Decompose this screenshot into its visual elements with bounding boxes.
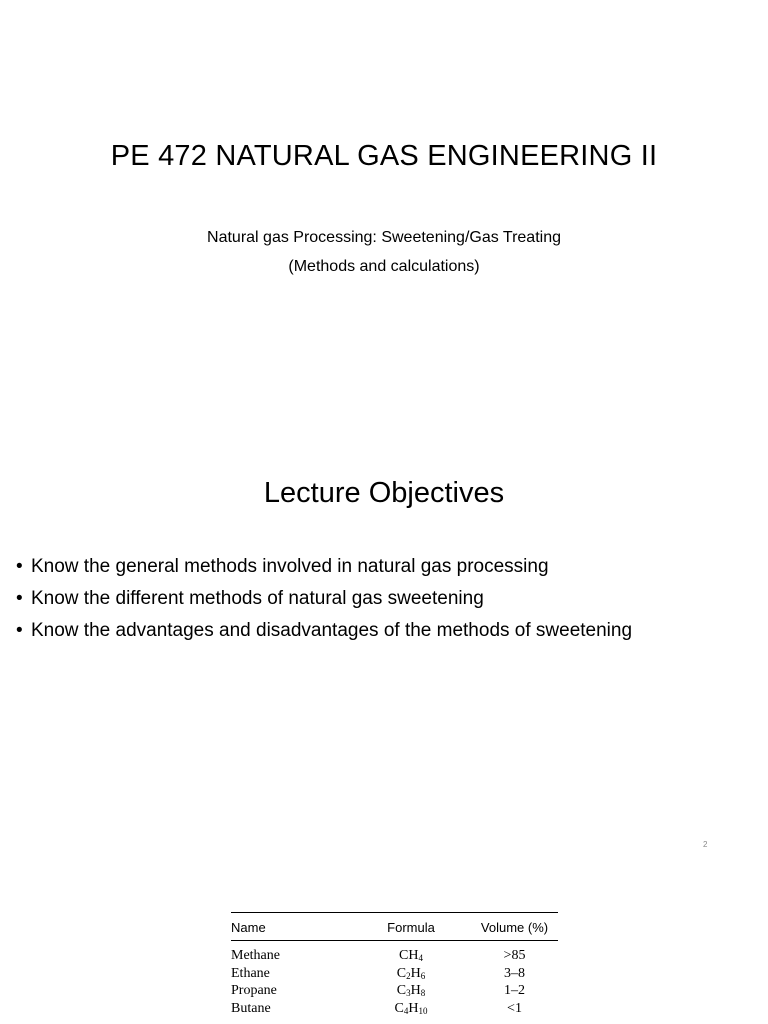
course-subtitle-line1: Natural gas Processing: Sweetening/Gas Treating	[207, 229, 561, 246]
table-row	[231, 965, 558, 983]
cell-formula: $C_4H_{10}$	[394, 1000, 428, 1016]
objective-text: Know the general methods involved in natural gas processing	[31, 556, 549, 577]
table-header-row	[231, 913, 558, 941]
objectives-list	[16, 551, 632, 647]
course-subtitle-line2: (Methods and calculations)	[288, 258, 480, 275]
header-name: Name	[231, 913, 351, 941]
cell-name: Propane	[231, 983, 277, 998]
bullet-icon: •	[16, 620, 23, 641]
cell-formula: $C_2H_6$	[396, 965, 426, 981]
cell-volume: >85	[503, 948, 526, 963]
table-row	[231, 1000, 558, 1018]
course-title: PE 472 NATURAL GAS ENGINEERING II	[110, 140, 658, 172]
header-volume: Volume (%)	[471, 913, 558, 941]
objective-item	[16, 615, 632, 647]
bullet-icon: •	[16, 588, 23, 609]
cell-name: Ethane	[231, 965, 270, 981]
cell-formula: $C_3H_8$	[396, 983, 426, 998]
objective-item	[16, 583, 632, 615]
objective-item	[16, 551, 632, 583]
bullet-icon: •	[16, 556, 23, 577]
table-body	[231, 941, 558, 1018]
cell-name: Methane	[231, 948, 280, 963]
table-row	[231, 982, 558, 1000]
cell-volume: <1	[507, 1000, 522, 1016]
page-number: 2	[703, 840, 708, 849]
lecture-objectives-heading: Lecture Objectives	[263, 477, 505, 509]
cell-formula: $CH_4$	[399, 948, 423, 963]
gas-composition-table	[231, 912, 558, 1017]
cell-volume: 1–2	[504, 983, 525, 998]
cell-volume: 3–8	[504, 965, 525, 981]
cell-name: Butane	[231, 1000, 271, 1016]
objective-text: Know the different methods of natural gas sweetening	[31, 588, 484, 609]
table-row	[231, 941, 558, 965]
header-formula: Formula	[351, 913, 471, 941]
objective-text: Know the advantages and disadvantages of the methods of sweetening	[31, 620, 633, 641]
